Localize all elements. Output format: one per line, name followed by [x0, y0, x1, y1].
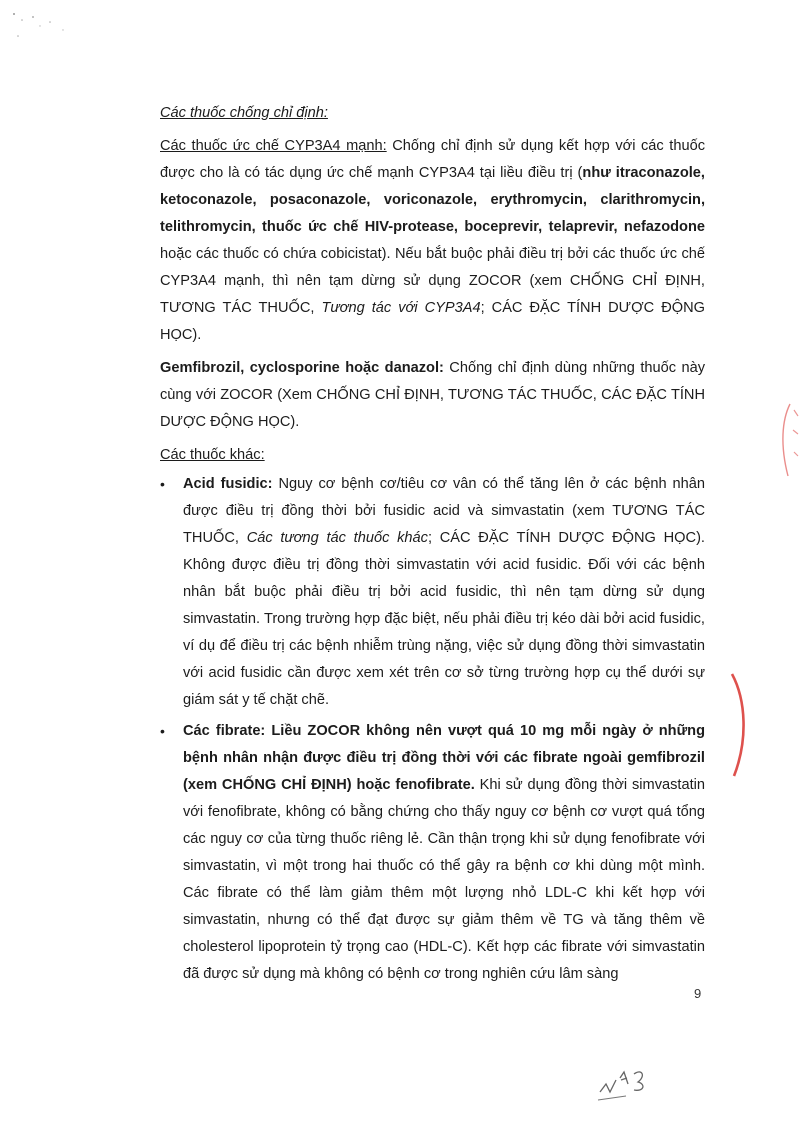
gemfibrozil-paragraph: [160, 355, 705, 436]
gemfibrozil-title: Gemfibrozil, cyclosporine hoặc danazol:: [160, 360, 444, 376]
cyp3a4-text-1: Chống chỉ định sử dụng kết hợp với các thuốc được cho là có tác dụng ức chế mạnh CYP3A4 tại liều điều trị (: [160, 138, 705, 181]
contraindicated-drugs-heading: Các thuốc chống chỉ định:: [160, 105, 328, 121]
fusidic-text-1: Nguy cơ bệnh cơ/tiêu cơ vân có thể tăng lên ở các bệnh nhân được điều trị đồng thời bởi fusidic acid và simvastatin (xem TƯƠNG TÁC THUỐC,: [183, 476, 705, 546]
document-page: [160, 100, 705, 992]
handwritten-initials: [596, 1062, 676, 1107]
fusidic-text-2: ; CÁC ĐẶC TÍNH DƯỢC ĐỘNG HỌC). Không được điều trị đồng thời simvastatin với acid fusidic. Đối với các bệnh nhân bắt buộc phải điều trị bởi acid fusidic, thì nên tạm dừng sử dụng simvastatin. Trong trường hợp đặc biệt, nếu phải điều trị kéo dài bởi acid fusidic, ví dụ để điều trị các bệnh nhiễm trùng nặng, việc sử dụng đồng thời simvastatin với acid fusidic cần được xem xét trên cơ sở từng trường hợp cụ thể dưới sự giám sát y tế chặt chẽ.: [183, 530, 705, 708]
fibrate-bold-text: Liều ZOCOR không nên vượt quá 10 mg mỗi ngày ở những bệnh nhân nhận được điều trị đồng thời với các fibrate ngoài gemfibrozil (xem CHỐNG CHỈ ĐỊNH) hoặc fenofibrate.: [183, 723, 705, 793]
cyp3a4-text-3: ; CÁC ĐẶC TÍNH DƯỢC ĐỘNG HỌC).: [160, 300, 706, 343]
cyp3a4-title: Các thuốc ức chế CYP3A4 mạnh:: [160, 138, 387, 154]
fusidic-title: Acid fusidic:: [183, 476, 273, 492]
cyp3a4-reference: Tương tác với CYP3A4: [321, 300, 481, 316]
cyp3a4-paragraph: [160, 133, 705, 349]
list-item-fusidic-acid: [160, 471, 705, 714]
stamp-edge-mark-top: [768, 400, 799, 480]
stamp-edge-mark-bottom: [724, 670, 754, 780]
other-drugs-heading: Các thuốc khác:: [160, 447, 265, 463]
cyp3a4-drug-list: như itraconazole, ketoconazole, posaconazole, voriconazole, erythromycin, clarithromycin, telithromycin, thuốc ức chế HIV-protease, boceprevir, telaprevir, nefazodone: [160, 165, 705, 235]
bullet-icon: •: [160, 476, 165, 492]
other-drugs-list: [160, 471, 705, 988]
fibrate-text: Khi sử dụng đồng thời simvastatin với fenofibrate, không có bằng chứng cho thấy nguy cơ bệnh cơ vượt quá tổng các nguy cơ của từng thuốc riêng lẻ. Cần thận trọng khi sử dụng fenofibrate với simvastatin, vì một trong hai thuốc có thể gây ra bệnh cơ khi dùng một mình. Các fibrate có thể làm giảm thêm một lượng nhỏ LDL-C khi kết hợp với simvastatin, nhưng có thể đạt được sự giảm thêm về TG và tăng thêm về cholesterol lipoprotein tỷ trọng cao (HDL-C). Kết hợp các fibrate với simvastatin đã được sử dụng mà không có bệnh cơ trong nghiên cứu lâm sàng: [183, 777, 705, 982]
list-item-fibrates: [160, 718, 705, 988]
gemfibrozil-text: Chống chỉ định dùng những thuốc này cùng với ZOCOR (Xem CHỐNG CHỈ ĐỊNH, TƯƠNG TÁC THUỐC, CÁC ĐẶC TÍNH DƯỢC ĐỘNG HỌC).: [160, 360, 705, 430]
bullet-icon: •: [160, 723, 165, 739]
scan-speckles: [8, 8, 78, 48]
page-number: 9: [694, 986, 702, 1001]
fusidic-reference: Các tương tác thuốc khác: [246, 530, 428, 546]
fibrate-title: Các fibrate:: [183, 723, 266, 739]
cyp3a4-text-2: hoặc các thuốc có chứa cobicistat). Nếu bắt buộc phải điều trị bởi các thuốc ức chế CYP3A4 mạnh, thì nên tạm dừng sử dụng ZOCOR (xem CHỐNG CHỈ ĐỊNH, TƯƠNG TÁC THUỐC,: [160, 246, 705, 316]
